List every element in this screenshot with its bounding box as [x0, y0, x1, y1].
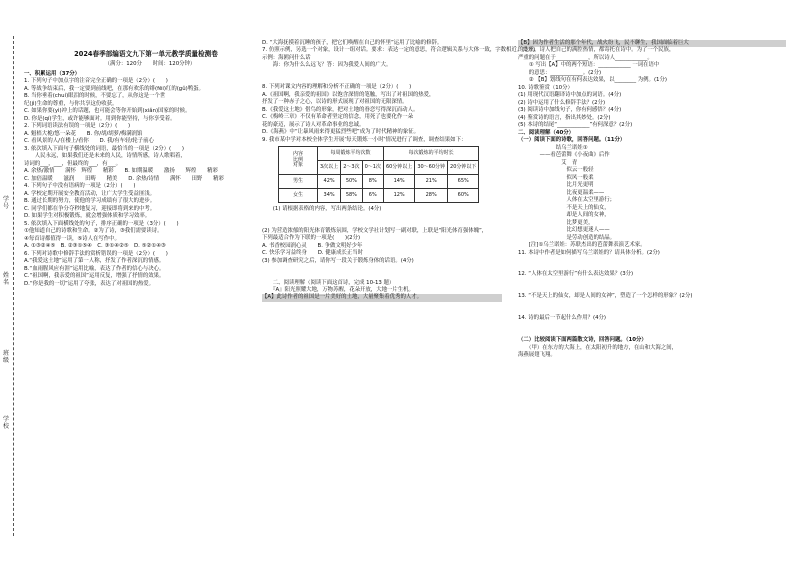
text-line: 比月光更明 [518, 182, 594, 189]
survey-col-header: 60分钟以上 [383, 160, 414, 174]
page-title: 2024春季部编语文九下第一单元教学质量检测卷 [74, 50, 218, 58]
text-line: C. 同学们都在争分夺秒地复习，迎接即将到来的中考。 [24, 205, 156, 212]
text-line: 抒发了一种赤子之心，以诗的形式展现了对祖国的无限深情。 [262, 99, 408, 106]
column-left [24, 71, 256, 288]
text-line: 结乌兰诺娃① [518, 144, 588, 151]
survey-group-duration: 每次锻炼的平均时长 [383, 146, 478, 160]
text-line: B. 通过长期的努力，使他的学习成绩有了很大的进步。 [24, 198, 156, 205]
text-line: 二、阅读理解（阅读下面这首诗，完成 10-13 题） [262, 279, 395, 286]
text-line: 比梦更美， [518, 219, 594, 226]
text-line: 【B】因为作者生活的那个年代，战火纷飞，民不聊生，我国面临着巨大 [518, 40, 786, 47]
text-line: (5) 本诗的结尾“____________”有何深意？(2分) [518, 122, 633, 129]
text-line: B. 当你垂着(chuí)眼泪的时候，不要忘了，从你这是一个世 [24, 93, 166, 100]
text-line: (4) 鉴赏诗的语言，指出其妙处。(2分) [518, 114, 611, 121]
text-line: A. 等战争结束后，我一定要到前线吧，在那有欢乐的绯(fēi)红的(ɡǔ)鸭蛋。 [24, 85, 204, 92]
text-line: 『A』阳光照耀大地，万物苏醒，花朵开放，大地一片生机。 [262, 286, 414, 293]
text-line: 5. 依次填入下面横线处的句子，排序正确的一项是（3分）( ) [24, 220, 179, 227]
text-line: 10. 诗歌鉴赏（10分） [518, 84, 573, 91]
text-line: A. 魁梧大桅/悠一朵花 B. 你/胡/胡萝/梅满润馅 [24, 130, 143, 137]
text-line: （甲）在东方的大海上，在太阳初升的地方，在山和大海之间， [518, 344, 678, 351]
text-line: 14. 诗的最后一节起什么作用？(4分) [518, 315, 607, 322]
text-line [262, 265, 502, 279]
text-line [262, 70, 502, 84]
text-line: ——看芭蕾舞《小夜曲》后作 [518, 152, 610, 159]
text-line: 纪(jì)生命的尊重，与你共享这份收获。 [24, 100, 118, 107]
text-line: 的意思：____________。(2分) [518, 69, 602, 76]
text-line: （一）阅读下面的诗歌，回答问题。（11分） [518, 137, 626, 144]
text-line: A. ①③②④⑤ B. ②③①⑤④ C. ③①④②⑤ D. ⑤②①④③ [24, 243, 166, 250]
text-line: [注]①乌兰诺娃：苏联杰出的芭蕾舞表演艺术家。 [518, 242, 646, 249]
survey-col-header: 0～1次 [362, 160, 383, 174]
text-line: （二）比较阅读下面两篇散文诗，回答问题。（10分） [518, 337, 647, 344]
column-middle-top [262, 40, 536, 144]
text-line: 2. 下列词语读法有误的一项是（2分）( ) [24, 123, 131, 130]
text-line: 一、积累运用（37分） [24, 71, 81, 77]
text-line: 9. 我市某中学对本校全体学生开展‘每天锻炼一小时’情况进行了调查，调查结果如下： [262, 136, 467, 143]
text-line: 4. 下列句子中没有语病的一项是（2分）( ) [24, 183, 136, 190]
text-line: D. 你是(qí)学生，或许能够面对。用到你能坚持，与你享受着。 [24, 115, 176, 122]
text-line: B.“血雨腥风应有涯”运用比喻，表达了作者的信心与决心。 [24, 265, 165, 272]
text-line: 人民永远，如果我们还是未来的人民，诗情所感，诗人歌唱着， [24, 153, 186, 160]
text-line: 比幻想更迷人—— [518, 227, 610, 234]
text-line [518, 301, 786, 315]
text-line: (3) 参加调查研究之后，请你写一段关于锻炼身体的话语。(4分) [262, 257, 414, 264]
text-line: 8. 下列对课文内容的理解和分析不正确的一项是（2分）( ) [262, 84, 412, 91]
text-line: ② 【B】划线句在有何表达效果，以________ 为例。(1分) [518, 77, 667, 84]
text-line: B.《我爱这土地》借鸟的形象，把对土地的眷恋写得深沉而动人。 [262, 106, 419, 113]
text-line: 严重的问题在于____________，所以诗人____________。 [518, 54, 653, 61]
text-line: A. 余热/激情 满怀 辉煌 精彩 B. 如期温暖 激扬 辉煌 精彩 [24, 168, 218, 175]
text-line: C. 如果你要(yì)冲上的话题，也可能会等你开始到(xiǎn)国家的时候。 [24, 108, 191, 115]
text-line: 6. 下列对诗歌中修辞手法的赏析错误的一项是（2分）( ) [24, 250, 168, 257]
text-line: C. 加倍温暖 滋润 田畴 精美 D. 余热/诗情 满怀 田野 精彩 [24, 175, 224, 182]
text-line: ①他知道自己的诗歌和生命。②为了诗，③我们需要读诗。 [24, 228, 163, 235]
text-line: 似风一般柔 [518, 174, 594, 181]
text-line: 艾 青 [518, 159, 578, 166]
margin-label-school: 学校 [2, 416, 9, 430]
survey-col-header: 20分钟以下 [448, 160, 479, 174]
text-line: C.“祖国啊，我亲爱的祖国”运用反复，增强了抒情的效果。 [24, 273, 165, 280]
text-line: C. 快乐学习益终身 D. 健康成长正当时 [262, 250, 364, 257]
text-line: (1) 请根据表格的内容，写出两条结论。(4分) [262, 205, 382, 212]
text-line: 1. 下列句子中加点字的注音完全正确的一项是（2分）( ) [24, 78, 168, 85]
text-line: 花的豪迈，展示了诗人对革命事业的忠诚。 [262, 121, 365, 128]
table-row: 男生 42% 50% 8% 14% 21% 65% [279, 174, 479, 188]
text-line: (2) 诗中运用了什么修辞手法？(2分) [518, 99, 606, 106]
binding-margin [0, 0, 22, 561]
text-line: (3) 阅读诗中加线句子，你有何感悟？(4分) [518, 107, 622, 114]
text-line: 人体在太空里游行； [518, 197, 616, 204]
text-line [518, 323, 786, 337]
exam-meta: （满分：120分 时间：120分钟） [104, 61, 196, 67]
column-middle-bottom [262, 206, 502, 302]
table-row: 女生 34% 58% 6% 12% 28% 60% [279, 188, 479, 202]
text-line: 11. 本诗中作者是如何描写乌兰诺娃的？请具体分析。(2分) [518, 249, 660, 256]
text-line: A. 学校定期开展安全教育活动，让广大学生受益匪浅。 [24, 190, 156, 197]
text-line: 【A】此诗作者的祖国是一片美好的土地，大量聚集着优秀的人才。 [262, 294, 502, 301]
text-line: 3. 依次填入下面句子横线处的词语，最恰当的一项是（2分）( ) [24, 145, 185, 152]
text-line: 的危机，诗人把自己的满腔热情，都寄托在诗中。为了一个民族， [518, 47, 675, 54]
survey-table [278, 146, 479, 203]
text-line: D.“你是我的一切”运用了夸张，表达了对祖国的热爱。 [24, 280, 155, 287]
text-line: C. 看风景的人/在楼上/看你 D. 我/有车轻/轮子前心 [24, 138, 154, 145]
text-line: 诗词的___，___，但最终的___，有___。 [24, 160, 122, 167]
survey-col-header: 30～60分钟 [415, 160, 448, 174]
text-line: D. “大海抚摸着沉睡的孩子，把它们唤醒在自己的怀里”运用了比喻的修辞。 [262, 40, 443, 46]
column-middle [262, 40, 536, 302]
text-line: 12. “人体在太空里游行”有什么表达效果？(3分) [518, 271, 634, 278]
text-line [518, 279, 786, 293]
text-line: 海燕展翅飞翔。 [518, 352, 556, 359]
column-right [518, 40, 786, 360]
text-line: A.“我爱这土地”运用了第一人称，抒发了作者深沉的情感。 [24, 258, 165, 265]
survey-group-frequency: 每周锻炼平均次数 [318, 146, 384, 160]
text-line: A.《祖国啊，我亲爱的祖国》以饱含深情的笔触，写出了对祖国的热爱， [262, 91, 435, 98]
text-line: 是劳动创造的结晶。 [518, 234, 616, 241]
survey-col-header: 2～3次 [341, 160, 362, 174]
text-line: 二、阅读理解（40分） [518, 129, 575, 136]
text-line: (1) 用现代汉语翻译诗中加点的词语。(4分) [518, 92, 622, 99]
survey-col-header: 3次以上 [318, 160, 341, 174]
text-line: 7. 仿照示例，另选一个对象，设计一组对话。要求：表达一定的意思，符合逻辑关系与大体一致，字数相近。(3分) [262, 47, 536, 54]
margin-label-student-id: 学号 [2, 196, 9, 210]
text-line [518, 257, 786, 271]
text-line: 13. “不是天上的仙女，却是人间的女神”，塑造了一个怎样的形象？(2分) [518, 293, 693, 300]
survey-corner: 内容 比例 对象 [279, 146, 318, 174]
text-line: 示例：海鸥问什么话 [262, 54, 311, 61]
text-line: A. 书香校园润心灵 B. 争做文明好少年 [262, 242, 363, 249]
text-line [262, 213, 502, 227]
margin-label-name: 姓名 [2, 272, 9, 286]
text-line: (2) 为营造浓郁的阳光体育锻炼氛围，学校文学社计划写一副对联，上联是“阳光体育强体魄”， [262, 227, 488, 234]
text-line: D.《海燕》中“让暴风雨来得更猛烈些吧”成为了时代精神的象征。 [262, 129, 419, 136]
text-line: ④每首诗都值得一读，⑤诗人在写作中。 [24, 235, 120, 242]
text-line: D. 如果学生对积极锻炼，就会增强体质和学习效率。 [24, 213, 151, 220]
text-line: C.《梅岭三章》不仅有革命者坚定的信念，用死了也要化作一朵 [262, 114, 414, 121]
text-line: 却是人间的女神， [518, 212, 610, 219]
margin-label-class: 班级 [2, 350, 9, 364]
text-line: 比夜更温柔—— [518, 189, 605, 196]
text-line: 海：你为什么么远飞？答：因为我爱人间的广大。 [262, 62, 392, 69]
text-line: 似云一般轻 [518, 167, 594, 174]
text-line: 下列最适合作为下联的一项是( )(2分) [262, 235, 361, 242]
text-line: 不是天上的仙女， [518, 204, 610, 211]
text-line: ① 写出【A】中的两个短语：____________ 一词在语中 [518, 62, 660, 69]
binding-cut-line [13, 36, 14, 536]
